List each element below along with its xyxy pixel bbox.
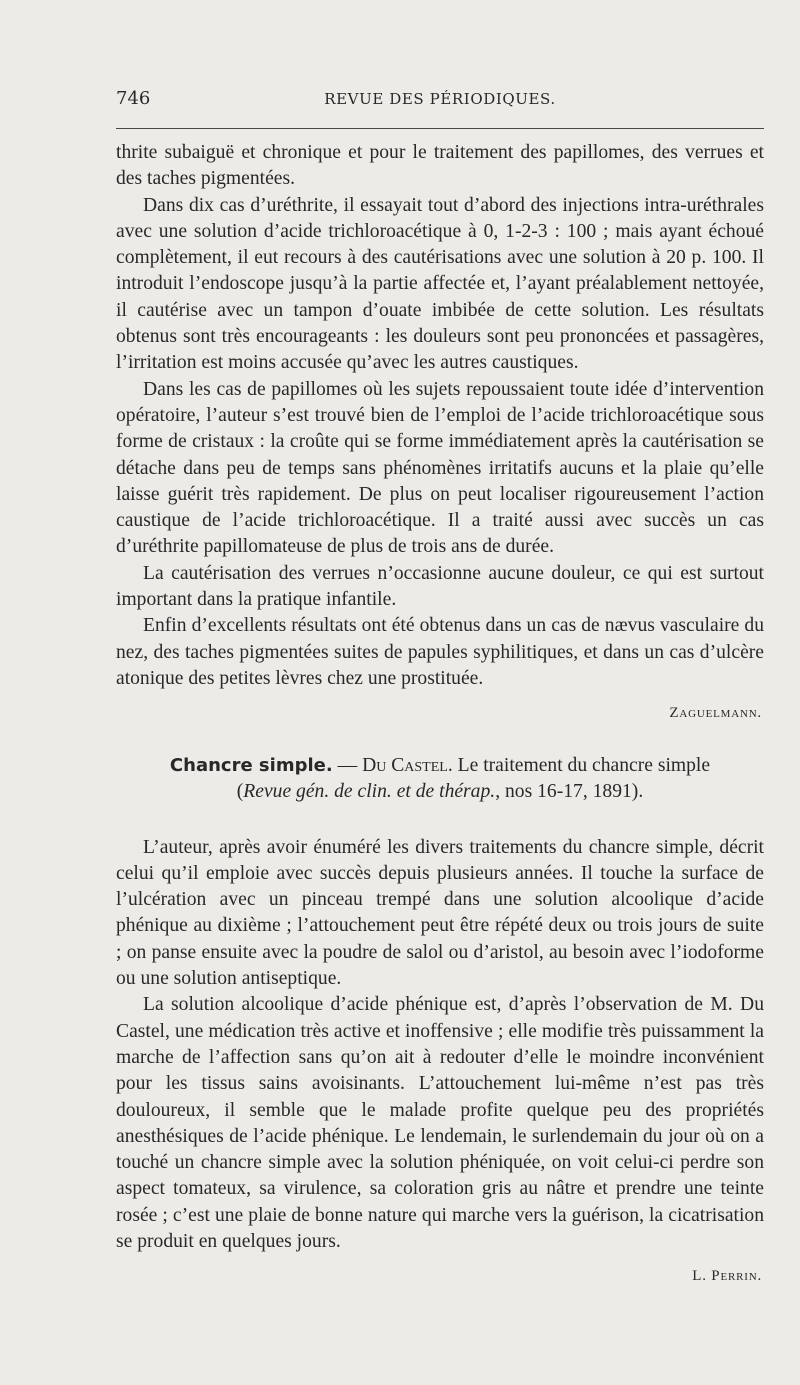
header-rule — [116, 128, 764, 129]
signature-perrin: L. Perrin. — [692, 1268, 762, 1285]
paragraph: Dans les cas de papillomes où les sujets repoussaient toute idée d’intervention opératoire, l’auteur s’est trouvé bien de l’emploi de l’acide trichloroacétique sous forme de cristaux : la croûte qui se forme immédiatement après la cautérisation se détache dans peu de temps sans phénomènes irritatifs aucuns et la plaie qu’elle laisse guérit très rapidement. De plus on peut localiser rigoureusement l’action caustique de l’acide trichloroacétique. Il a traité aussi avec succès un cas d’uréthrite papillomateuse de plus de trois ans de durée. — [116, 378, 764, 558]
citation-open-paren: ( — [236, 780, 244, 802]
body-text — [116, 140, 764, 1290]
signature-zaguelmann: Zaguelmann. — [669, 705, 762, 722]
page-number: 746 — [116, 88, 151, 109]
paragraph: Enfin d’excellents résultats ont été obtenus dans un cas de nævus vasculaire du nez, des taches pigmentées suites de papules syphilitiques, et dans un cas d’ulcère atonique des petites lèvres chez une prostituée. — [116, 615, 764, 689]
article-heading — [116, 753, 764, 805]
journal-issue: , nos 16-17, 1891). — [495, 780, 644, 802]
article-author: Du Castel — [362, 754, 448, 776]
paragraph: La solution alcoolique d’acide phénique est, d’après l’observation de M. Du Castel, une médication très active et inoffensive ; elle modifie très puissamment la marche de l’affection sans qu’on ait à redouter d’elle le moindre inconvénient pour les tissus sains avoisinants. L’attouchement lui-même n’est pas très douloureux, il semble que le malade profite quelque peu des propriétés anesthésiques de l’acide phénique. Le lendemain, le surlendemain du jour où on a touché un chancre simple avec la solution phéniquée, on voit celui-ci perdre son aspect tomateux, sa virulence, sa coloration gris au nâtre et prendre une teinte rosée ; c’est une plaie de bonne nature qui marche vers la guérison, la cicatrisation se produit en quelques jours. — [116, 994, 764, 1252]
paragraph: L’auteur, après avoir énuméré les divers traitements du chancre simple, décrit celui qu’il emploie avec succès depuis plusieurs années. Il touche la surface de l’ulcération avec un pinceau trempé dans une solution alcoolique d’acide phénique au dixième ; l’attouchement peut être répété deux ou trois jours de suite ; on panse ensuite avec la poudre de salol ou d’aristol, au besoin avec l’iodoforme ou une solution antiseptique. — [116, 836, 764, 990]
running-title: REVUE DES PÉRIODIQUES. — [324, 90, 556, 108]
paragraph: thrite subaiguë et chronique et pour le traitement des papillomes, des verrues et des taches pigmentées. — [116, 142, 764, 190]
heading-dash: — — [332, 754, 363, 776]
paragraph: La cautérisation des verrues n’occasionne aucune douleur, ce qui est surtout important dans la pratique infantile. — [116, 562, 764, 611]
paragraph: Dans dix cas d’uréthrite, il essayait tout d’abord des injections intra-uréthrales avec une solution d’acide trichloroacétique à 0, 1-2-3 : 100 ; mais ayant échoué complètement, il eut recours à des cautérisations avec une solution à 20 p. 100. Il introduit l’endoscope jusqu’à la partie affectée et, l’ayant préalablement nettoyée, il cautérise avec un tampon d’ouate imbibée de cette solution. Les résultats obtenus sont très encourageants : les douleurs sont peu prononcées et passagères, l’irritation est moins accusée qu’avec les autres caustiques. — [116, 194, 764, 374]
page-header — [116, 88, 764, 118]
journal-name: Revue gén. de clin. et de thérap. — [243, 780, 496, 802]
article-title: . Le traitement du chancre simple — [447, 754, 711, 776]
article-topic: Chancre simple. — [169, 754, 333, 776]
